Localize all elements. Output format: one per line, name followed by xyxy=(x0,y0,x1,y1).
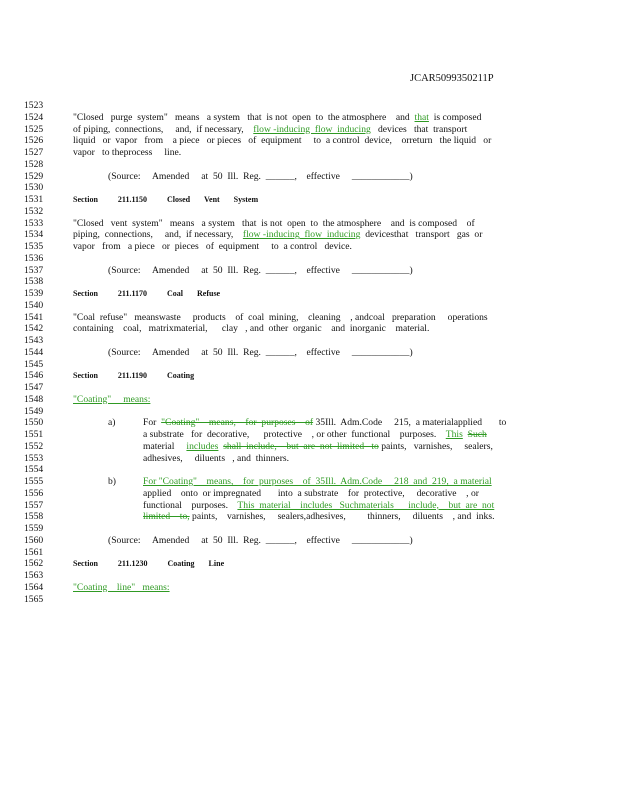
text-run: "Closed purge system" means a system that is not open to the atmosphere and xyxy=(73,111,415,123)
section-heading xyxy=(73,194,258,206)
text-line xyxy=(73,218,475,230)
text-run: paints, varnishes, sealers,adhesives, thinners, diluents , and inks. xyxy=(189,511,495,523)
inserted-text: "Coating" means: xyxy=(73,393,151,405)
text-run: material xyxy=(143,440,187,452)
text-line xyxy=(73,147,181,159)
source-note xyxy=(108,171,413,183)
text-run: of piping, connections, and, if necessary, xyxy=(73,123,254,135)
text-line xyxy=(143,476,492,488)
text-line xyxy=(73,394,150,406)
line-number: 1532 xyxy=(24,205,44,217)
line-number: 1529 xyxy=(24,170,44,182)
line-number: 1565 xyxy=(24,593,44,605)
line-number: 1527 xyxy=(24,147,44,158)
text-line xyxy=(73,323,429,335)
text-run: devicesthat transport gas or xyxy=(360,229,483,241)
line-number: 1559 xyxy=(24,523,44,534)
line-number: 1557 xyxy=(24,499,44,511)
text-run: functional purposes. xyxy=(143,499,238,511)
text-line xyxy=(73,241,352,253)
line-number: 1543 xyxy=(24,335,44,346)
text-line xyxy=(73,135,491,147)
line-number: 1540 xyxy=(24,299,44,311)
deleted-text: shall include, but are not limited to xyxy=(223,440,379,452)
line-number: 1562 xyxy=(24,558,44,570)
text-run: vapor to theprocess line. xyxy=(73,147,182,158)
list-marker: a) xyxy=(108,417,116,429)
line-number: 1552 xyxy=(24,440,44,452)
line-number: 1526 xyxy=(24,135,44,147)
deleted-text: limited to, xyxy=(143,511,190,523)
line-number: 1545 xyxy=(24,358,44,370)
text-line xyxy=(143,488,479,500)
text-run: devices that transport xyxy=(370,123,468,135)
line-number: 1549 xyxy=(24,405,44,417)
line-number: 1533 xyxy=(24,217,44,229)
line-number: 1530 xyxy=(24,182,44,194)
text-line xyxy=(143,441,493,453)
line-number: 1536 xyxy=(24,252,44,264)
text-line xyxy=(143,453,289,465)
line-number: 1528 xyxy=(24,158,44,170)
text-run: vapor from a piece or pieces of equipment to a control device. xyxy=(73,241,352,252)
inserted-text: that xyxy=(414,111,429,123)
inserted-text: flow -inducing flow inducing xyxy=(253,123,371,135)
text-run: Section 211.1170 Coal Refuse xyxy=(73,289,221,298)
source-note xyxy=(108,347,413,359)
text-line xyxy=(143,500,494,512)
line-number: 1555 xyxy=(24,476,44,487)
text-run: Section 211.1190 Coating xyxy=(73,371,195,381)
deleted-text: "Coating" means, for purposes of xyxy=(161,417,314,429)
text-run: (Source: Amended at 50 Ill. Reg. ______, effective ____________) xyxy=(108,170,413,182)
inserted-text: This xyxy=(445,429,463,440)
line-number: 1551 xyxy=(24,429,44,440)
text-run: "Closed vent system" means a system that is not open to the atmosphere and is composed of xyxy=(73,217,475,229)
source-note xyxy=(108,535,413,547)
deleted-text: Such xyxy=(467,429,487,440)
line-number: 1563 xyxy=(24,570,44,581)
text-run: (Source: Amended at 50 Ill. Reg. ______, effective ____________) xyxy=(108,346,413,358)
text-run: is composed xyxy=(428,111,482,123)
source-note xyxy=(108,265,413,277)
line-number: 1546 xyxy=(24,370,44,382)
text-run: (Source: Amended at 50 Ill. Reg. ______, effective ____________) xyxy=(108,264,413,276)
text-line xyxy=(143,429,487,441)
section-heading xyxy=(73,370,194,382)
line-number: 1554 xyxy=(24,464,44,476)
text-line xyxy=(73,124,467,136)
line-number: 1535 xyxy=(24,241,44,252)
text-run: adhesives, diluents , and thinners. xyxy=(143,452,290,464)
line-number: 1560 xyxy=(24,534,44,546)
inserted-text: Suchmaterials xyxy=(339,499,394,511)
line-number: 1539 xyxy=(24,288,44,299)
line-number: 1541 xyxy=(24,311,44,323)
section-heading xyxy=(73,558,224,570)
text-run: liquid or vapor from a piece or pieces of equipment to a control device, orreturn the liquid or xyxy=(73,135,492,147)
text-line xyxy=(73,112,481,124)
text-run: Section 211.1230 Coating Line xyxy=(73,559,225,569)
inserted-text: "Coating line" means: xyxy=(73,581,170,593)
line-number: 1544 xyxy=(24,346,44,358)
text-line xyxy=(73,312,488,324)
inserted-text: For "Coating" means, for purposes of 35Ill. Adm.Code 218 and 219, a material xyxy=(143,476,492,487)
line-number: 1558 xyxy=(24,511,44,523)
line-number: 1523 xyxy=(24,100,44,111)
text-run: containing coal, matrixmaterial, clay , and other organic and inorganic material. xyxy=(73,323,430,335)
line-number: 1556 xyxy=(24,487,44,499)
text-run: a substrate for decorative, protective , or other functional purposes. xyxy=(143,429,446,440)
text-line xyxy=(73,229,482,241)
text-run: Section 211.1150 Closed Vent System xyxy=(73,195,259,204)
inserted-text: flow -inducing flow inducing xyxy=(242,229,361,241)
section-heading xyxy=(73,288,220,300)
line-number: 1534 xyxy=(24,229,44,241)
text-line xyxy=(73,582,170,594)
line-number: 1537 xyxy=(24,264,44,276)
text-run: For xyxy=(143,417,162,429)
inserted-text: includes xyxy=(186,440,219,452)
list-marker: b) xyxy=(108,476,116,487)
line-number: 1525 xyxy=(24,123,44,135)
text-line xyxy=(143,417,506,429)
line-number: 1542 xyxy=(24,323,44,335)
line-number: 1547 xyxy=(24,382,44,393)
text-run: piping, connections, and, if necessary, xyxy=(73,229,243,241)
line-number: 1538 xyxy=(24,276,44,288)
line-number: 1550 xyxy=(24,417,44,429)
line-number: 1531 xyxy=(24,194,44,205)
line-number: 1524 xyxy=(24,111,44,123)
inserted-text: This material includes xyxy=(237,499,340,511)
line-number: 1548 xyxy=(24,393,44,405)
text-run: paints, varnishes, sealers, xyxy=(378,440,493,452)
text-line xyxy=(143,511,494,523)
text-run: (Source: Amended at 50 Ill. Reg. ______, effective ____________) xyxy=(108,534,413,546)
text-run: applied onto or impregnated into a substrate for protective, decorative , or xyxy=(143,487,479,499)
line-number: 1561 xyxy=(24,546,44,558)
line-number: 1553 xyxy=(24,452,44,464)
inserted-text: include, but are not xyxy=(393,499,495,511)
text-run: 35Ill. Adm.Code 215, a materialapplied to xyxy=(313,417,507,429)
document-id-header: JCAR5099350211P xyxy=(410,73,494,84)
line-number: 1564 xyxy=(24,581,44,593)
text-run: "Coal refuse" meanswaste products of coal mining, cleaning , andcoal preparation operations xyxy=(73,311,488,323)
